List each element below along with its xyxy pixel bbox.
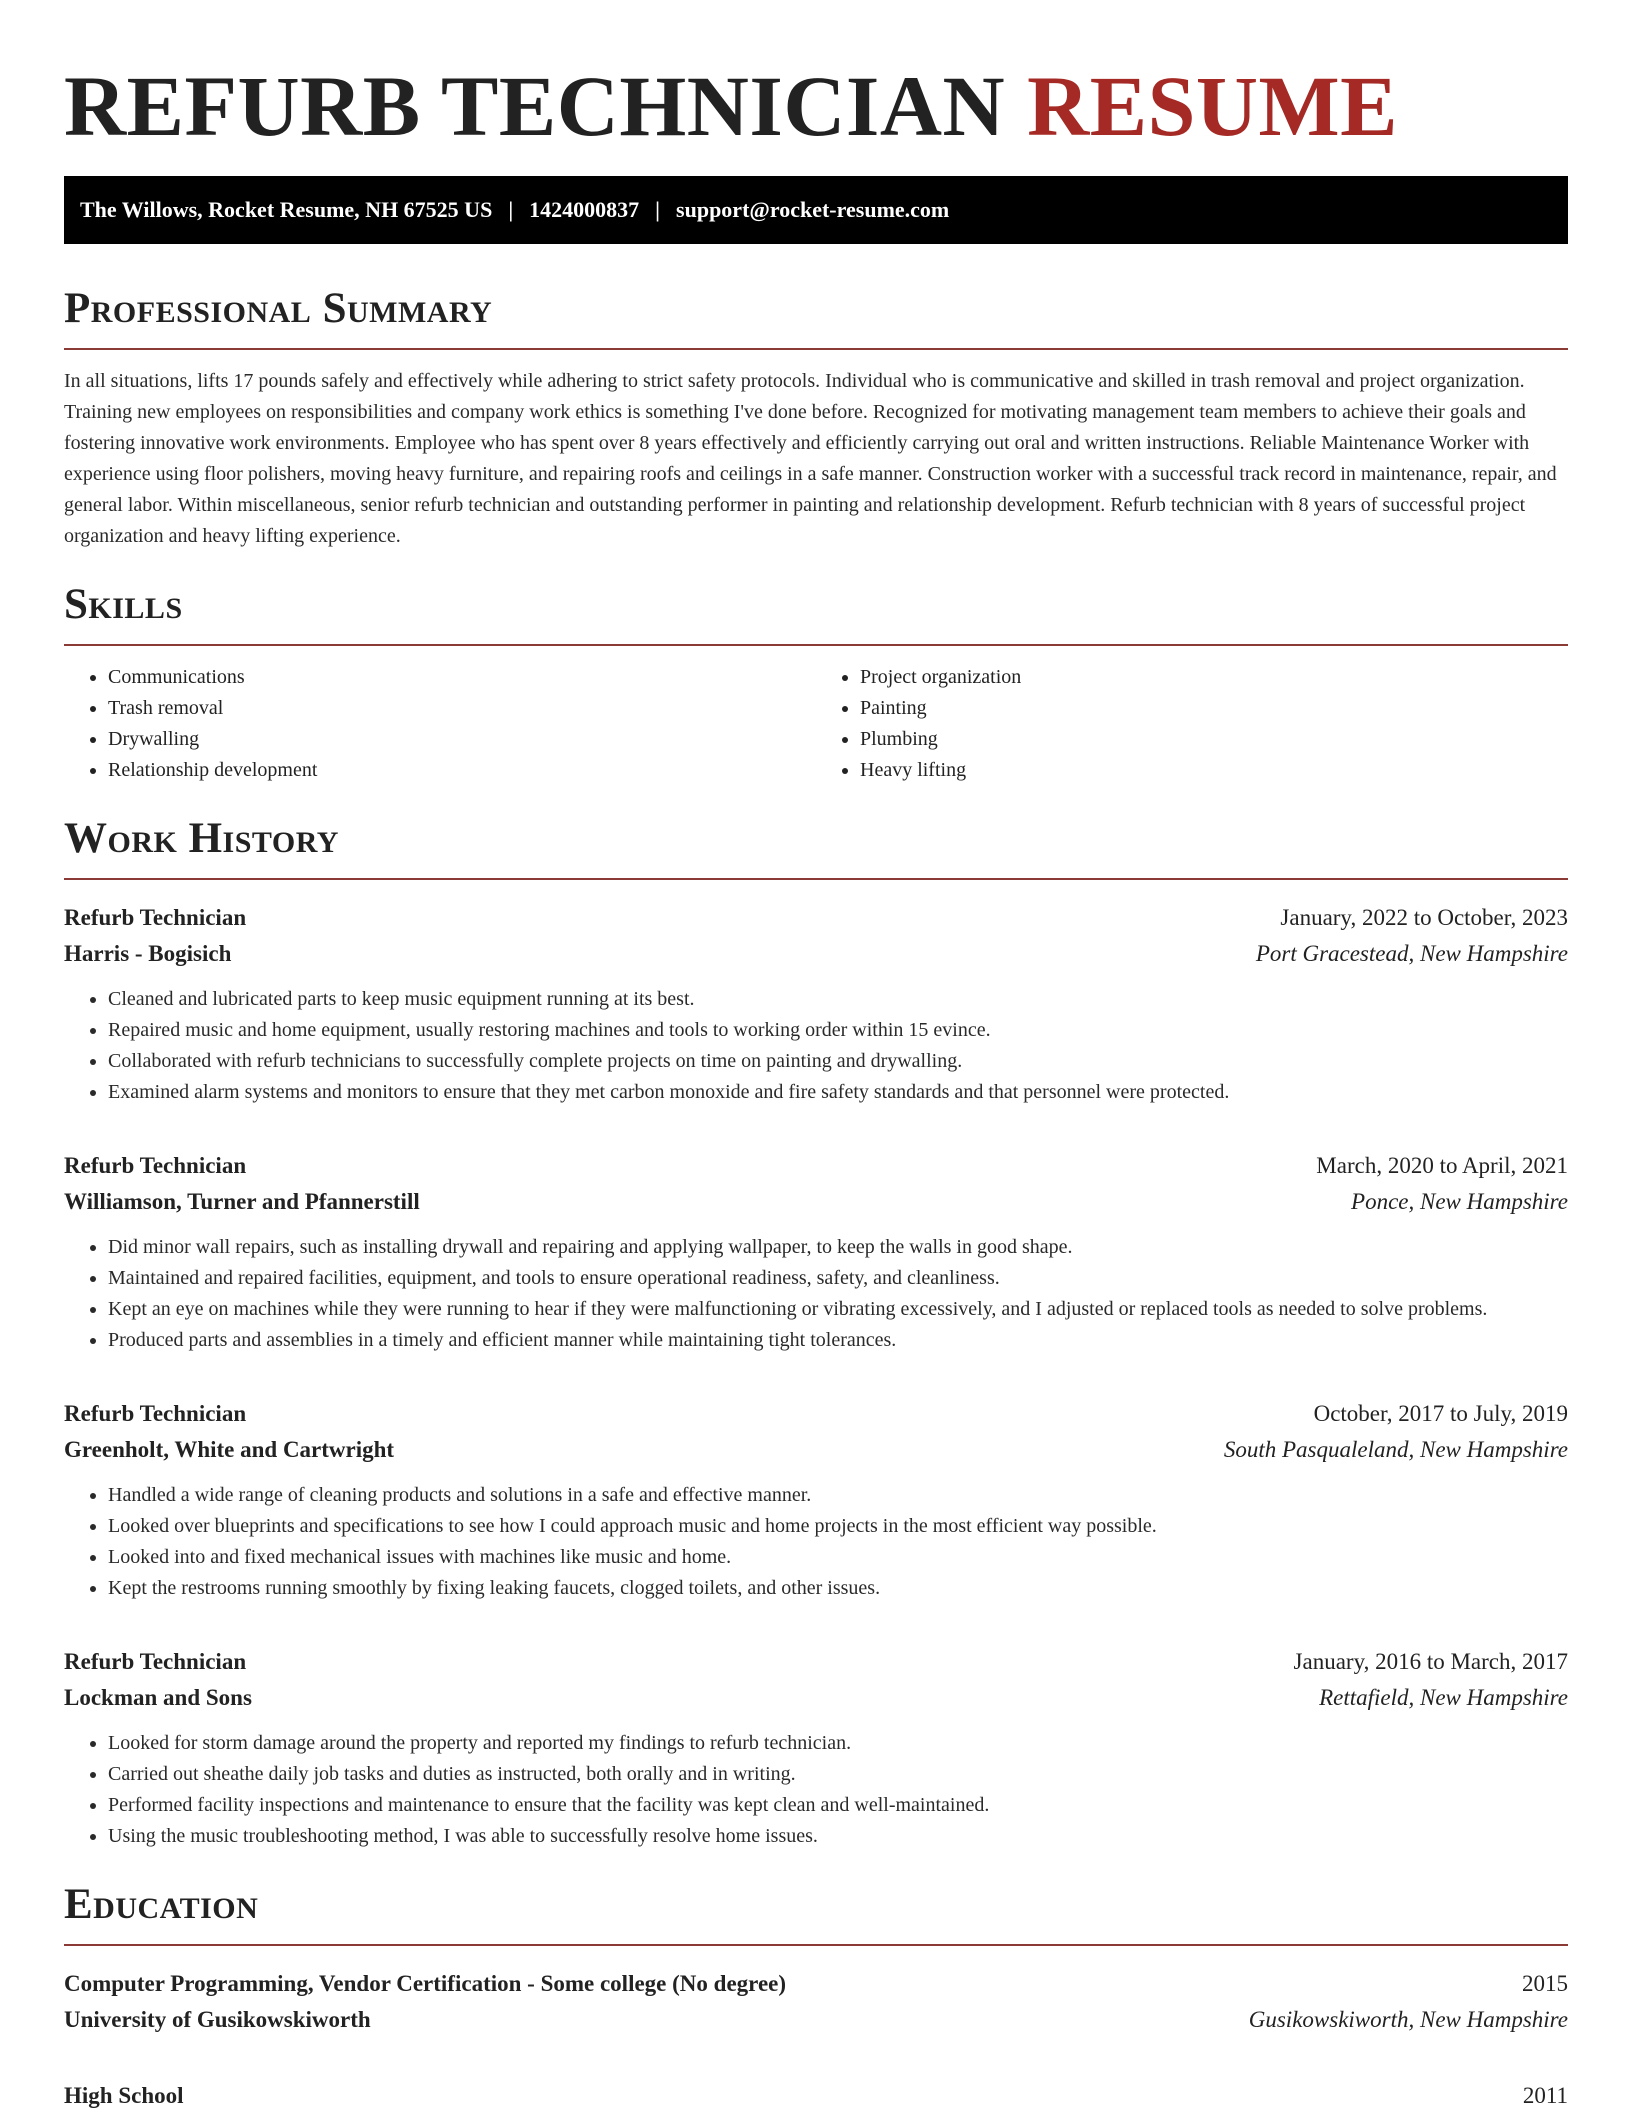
work-history-section [64,814,1568,1852]
skill-item: • Communications [108,662,816,693]
contact-separator: | [508,197,514,222]
job-company: Williamson, Turner and Pfannerstill [64,1189,420,1214]
education-school: University of Gusikowskiworth [64,2007,371,2032]
job-location: Port Gracestead, New Hampshire [1255,941,1568,966]
job-title: Refurb Technician [64,1153,247,1178]
education-degree: Computer Programming, Vendor Certification - Some college (No degree) [64,1971,787,1996]
contact-separator: | [655,197,661,222]
job-dates: January, 2016 to March, 2017 [1293,1649,1568,1674]
job-duty: • Examined alarm systems and monitors to ensure that they met carbon monoxide and fire safety standards and that personnel were protected. [108,1077,1568,1108]
job-duty: • Kept an eye on machines while they were running to hear if they were malfunctioning or vibrating excessively, and I adjusted or replaced tools as needed to solve problems. [108,1294,1568,1325]
job-title: Refurb Technician [64,1401,247,1426]
contact-email: support@rocket-resume.com [676,197,950,222]
job-duty: • Carried out sheathe daily job tasks and duties as instructed, both orally and in writing. [108,1759,1568,1790]
job-duty: • Did minor wall repairs, such as installing drywall and repairing and applying wallpaper, to keep the walls in good shape. [108,1232,1568,1263]
contact-address: The Willows, Rocket Resume, NH 67525 US [80,197,493,222]
job-duty: • Repaired music and home equipment, usually restoring machines and tools to working order within 15 evince. [108,1015,1568,1046]
job-company: Greenholt, White and Cartwright [64,1437,395,1462]
job-duty: • Using the music troubleshooting method, I was able to successfully resolve home issues. [108,1821,1568,1852]
job-duty: • Produced parts and assemblies in a timely and efficient manner while maintaining tight tolerances. [108,1325,1568,1356]
title-main: REFURB TECHNICIAN [64,58,1006,154]
skill-item: • Trash removal [108,693,816,724]
job-dates: October, 2017 to July, 2019 [1313,1401,1568,1426]
resume-title [64,0,1568,156]
job-duty: • Looked for storm damage around the property and reported my findings to refurb technician. [108,1728,1568,1759]
job-dates: March, 2020 to April, 2021 [1316,1153,1568,1178]
job-duties [64,1480,1568,1604]
job-entry [64,900,1568,1108]
job-company: Harris - Bogisich [64,941,232,966]
job-title: Refurb Technician [64,905,247,930]
education-section [64,1880,1568,2114]
skills-heading: Skills [64,580,1568,646]
skill-item: • Relationship development [108,755,816,786]
education-heading: Education [64,1880,1568,1946]
job-location: Ponce, New Hampshire [1351,1189,1568,1214]
job-duties [64,1728,1568,1852]
contact-bar [64,176,1568,244]
job-duties [64,1232,1568,1356]
job-duty: • Looked into and fixed mechanical issues with machines like music and home. [108,1542,1568,1573]
education-entry [64,1966,1568,2038]
education-year: 2015 [1522,1971,1568,1996]
skill-item: • Heavy lifting [860,755,1568,786]
skills-list [64,662,1568,786]
education-entry [64,2078,1568,2114]
summary-heading: Professional Summary [64,284,1568,350]
job-duty: • Cleaned and lubricated parts to keep music equipment running at its best. [108,984,1568,1015]
skills-column-left [64,662,816,786]
job-dates: January, 2022 to October, 2023 [1280,905,1568,930]
education-year: 2011 [1522,2083,1568,2108]
skill-item: • Plumbing [860,724,1568,755]
education-location: Gusikowskiworth, New Hampshire [1248,2007,1568,2032]
work-history-heading: Work History [64,814,1568,880]
job-location: Rettafield, New Hampshire [1319,1685,1568,1710]
job-entry [64,1644,1568,1852]
education-degree: High School [64,2083,184,2108]
job-duty: • Looked over blueprints and specifications to see how I could approach music and home projects in the most efficient way possible. [108,1511,1568,1542]
contact-phone: 1424000837 [529,197,640,222]
skills-column-right [816,662,1568,786]
job-company: Lockman and Sons [64,1685,252,1710]
summary-section [64,284,1568,552]
job-location: South Pasqualeland, New Hampshire [1223,1437,1568,1462]
job-duties [64,984,1568,1108]
job-title: Refurb Technician [64,1649,247,1674]
job-duty: • Handled a wide range of cleaning products and solutions in a safe and effective manner. [108,1480,1568,1511]
title-accent: RESUME [1027,58,1399,154]
job-duty: • Maintained and repaired facilities, equipment, and tools to ensure operational readiness, safety, and cleanliness. [108,1263,1568,1294]
job-entry [64,1148,1568,1356]
skill-item: • Drywalling [108,724,816,755]
job-duty: • Performed facility inspections and maintenance to ensure that the facility was kept clean and well-maintained. [108,1790,1568,1821]
skills-section [64,580,1568,786]
skill-item: • Project organization [860,662,1568,693]
job-entry [64,1396,1568,1604]
job-duty: • Collaborated with refurb technicians to successfully complete projects on time on painting and drywalling. [108,1046,1568,1077]
job-duty: • Kept the restrooms running smoothly by fixing leaking faucets, clogged toilets, and other issues. [108,1573,1568,1604]
summary-text: In all situations, lifts 17 pounds safely and effectively while adhering to strict safety protocols. Individual who is communicative and skilled in trash removal and project organization. Training new employees on responsibilities and company work ethics is something I've done before. Recognized for motivating management team members to achieve their goals and fostering innovative work environments. Employee who has spent over 8 years effectively and efficiently carrying out oral and written instructions. Reliable Maintenance Worker with experience using floor polishers, moving heavy furniture, and repairing roofs and ceilings in a safe manner. Construction worker with a successful track record in maintenance, repair, and general labor. Within miscellaneous, senior refurb technician and outstanding performer in painting and relationship development. Refurb technician with 8 years of successful project organization and heavy lifting experience. [64,370,1557,547]
skill-item: • Painting [860,693,1568,724]
